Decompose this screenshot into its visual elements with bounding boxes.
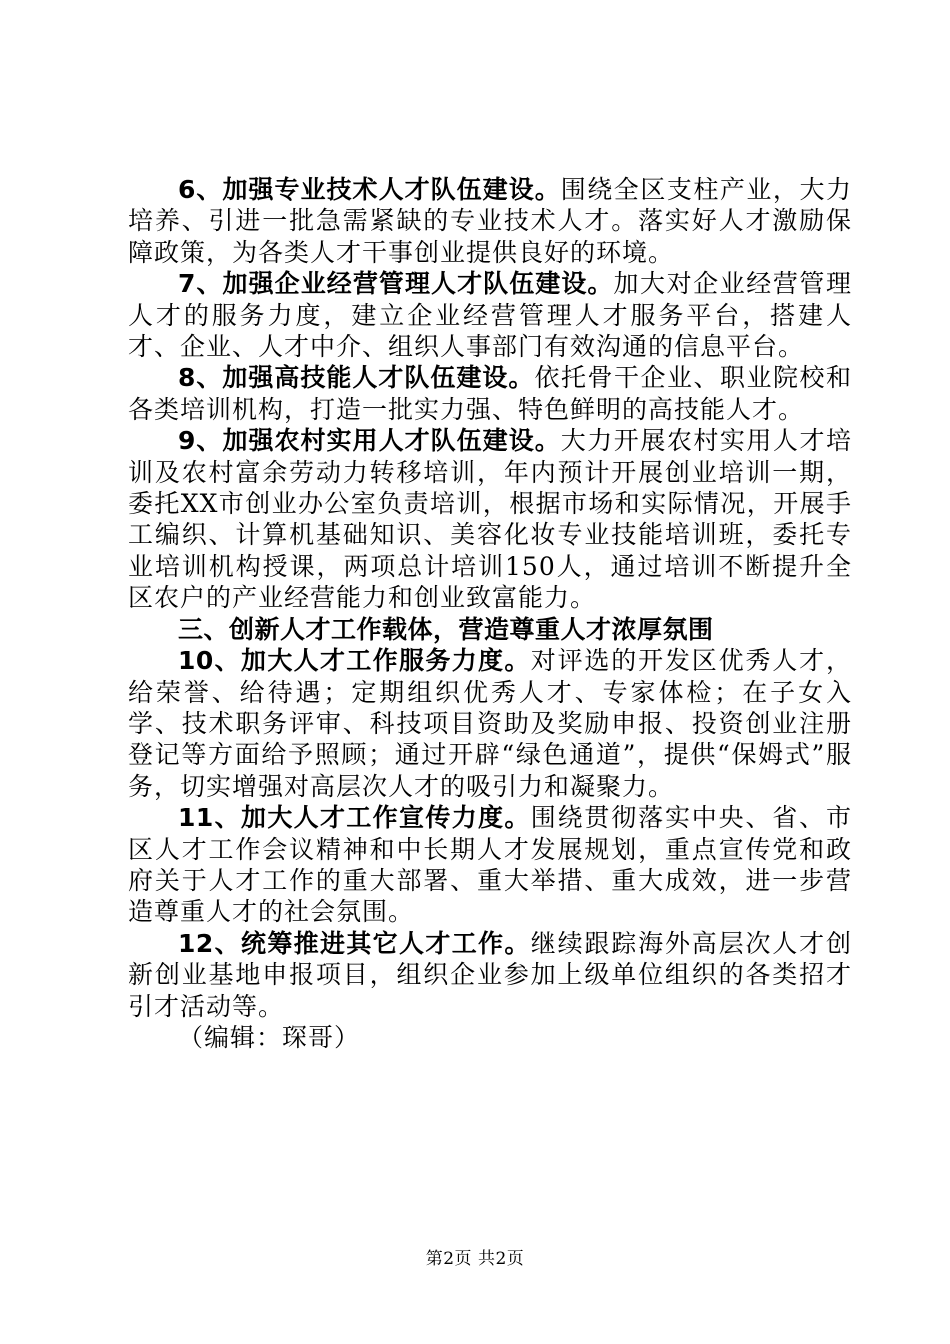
paragraph-text: 继续跟踪海外高层次人才创新创业基地申报项目，组织企业参加上级单位组织的各类招才引才活动等。 bbox=[128, 928, 852, 1021]
paragraph-text: 围绕贯彻落实中央、省、市区人才工作会议精神和中长期人才发展规划，重点宣传党和政府关于人才工作的重大部署、重大举措、重大成效，进一步营造尊重人才的社会氛围。 bbox=[128, 803, 852, 927]
paragraph-text: 对评选的开发区优秀人才，给荣誉、给待遇；定期组织优秀人才、专家体检；在子女入学、技术职务评审、科技项目资助及奖励申报、投资创业注册登记等方面给予照顾；通过开辟“绿色通道”，提供“保姆式”服务，切实增强对高层次人才的吸引力和凝聚力。 bbox=[128, 646, 852, 801]
document-body bbox=[128, 174, 852, 1053]
paragraph-text: 围绕全区支柱产业，大力培养、引进一批急需紧缺的专业技术人才。落实好人才激励保障政策，为各类人才干事创业提供良好的环境。 bbox=[128, 175, 852, 267]
paragraph-lead: 8、加强高技能人才队伍建设。 bbox=[178, 363, 535, 393]
editor-credit: （编辑：琛哥） bbox=[178, 1022, 361, 1052]
paragraph-6 bbox=[128, 174, 852, 268]
paragraph-lead: 9、加强农村实用人才队伍建设。 bbox=[178, 426, 561, 456]
paragraph-12 bbox=[128, 928, 852, 1022]
paragraph-9 bbox=[128, 425, 852, 613]
paragraph-7 bbox=[128, 268, 852, 362]
paragraph-lead: 11、加大人才工作宣传力度。 bbox=[178, 803, 531, 833]
paragraph-lead: 6、加强专业技术人才队伍建设。 bbox=[178, 175, 561, 204]
page-number-footer: 第2页 共2页 bbox=[425, 1249, 525, 1269]
paragraph-text: 大力开展农村实用人才培训及农村富余劳动力转移培训，年内预计开展创业培训一期，委托XX市创业办公室负责培训，根据市场和实际情况，开展手工编织、计算机基础知识、美容化妆专业技能培训班，委托专业培训机构授课，两项总计培训150人，通过培训不断提升全区农户的产业经营能力和创业致富能力。 bbox=[128, 426, 852, 613]
paragraph-8 bbox=[128, 362, 852, 425]
paragraph-text: 依托骨干企业、职业院校和各类培训机构，打造一批实力强、特色鲜明的高技能人才。 bbox=[128, 363, 852, 424]
paragraph-lead: 7、加强企业经营管理人才队伍建设。 bbox=[178, 269, 614, 299]
paragraph-text: 加大对企业经营管理人才的服务力度，建立企业经营管理人才服务平台，搭建人才、企业、人才中介、组织人事部门有效沟通的信息平台。 bbox=[128, 269, 852, 362]
section-heading: 三、创新人才工作载体，营造尊重人才浓厚氛围 bbox=[178, 614, 714, 644]
paragraph-lead: 10、加大人才工作服务力度。 bbox=[178, 646, 531, 676]
paragraph-10 bbox=[128, 645, 852, 802]
paragraph-11 bbox=[128, 802, 852, 928]
paragraph-lead: 12、统筹推进其它人才工作。 bbox=[178, 928, 531, 958]
